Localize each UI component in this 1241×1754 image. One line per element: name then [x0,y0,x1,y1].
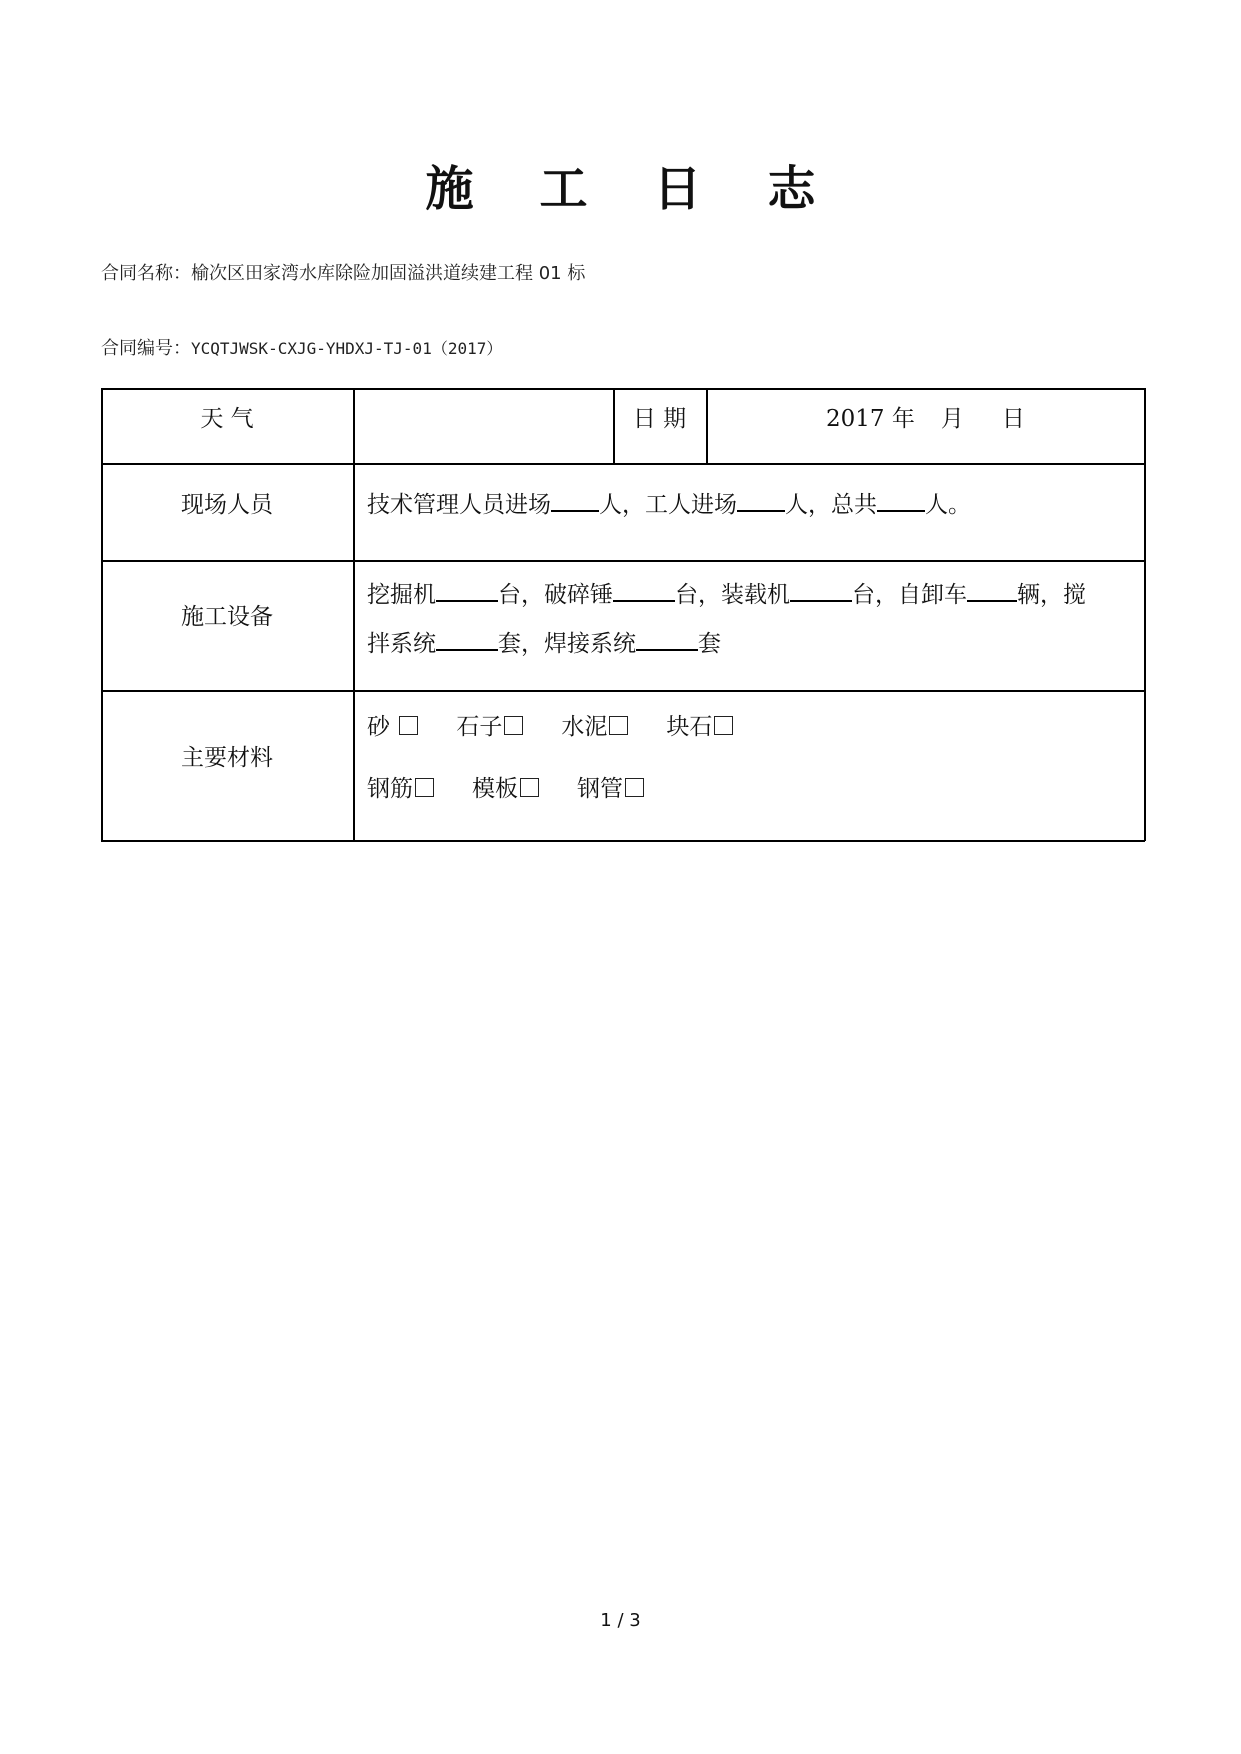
equipment-text-part: 辆，搅 [1017,582,1086,608]
material-option-label: 石子 [456,714,503,740]
contract-number-label: 合同编号： [101,338,191,359]
equipment-text-part: 拌系统 [367,631,436,657]
equipment-text-part: 台，自卸车 [852,582,967,608]
blank-field[interactable] [737,492,785,512]
checkbox-icon[interactable] [415,778,434,797]
materials-label: 主要材料 [181,745,273,771]
checkbox-icon[interactable] [399,716,418,735]
title-char: 工 [539,161,588,217]
blank-field[interactable] [613,582,675,602]
blank-field[interactable] [967,582,1017,602]
material-option[interactable] [367,770,434,803]
equipment-label: 施工设备 [181,604,273,630]
checkbox-icon[interactable] [609,716,628,735]
table-rule [101,463,1145,465]
table-rule [101,560,1145,562]
contract-name: 榆次区田家湾水库除险加固溢洪道续建工程 01 标 [191,263,586,284]
title-char: 志 [767,161,816,217]
blank-field[interactable] [877,492,925,512]
equipment-text-part: 挖掘机 [367,582,436,608]
equipment-text-part: 套 [698,631,721,657]
equipment-text-part: 套，焊接系统 [498,631,636,657]
material-option[interactable] [456,708,523,741]
materials-row-1 [367,708,771,741]
title-char: 施 [425,161,474,217]
checkbox-icon[interactable] [714,716,733,735]
equipment-text-part: 台，装载机 [675,582,790,608]
date-day: 日 [1001,406,1025,432]
material-option[interactable] [577,770,644,803]
contract-number-line [101,334,502,360]
material-option-label: 模板 [472,776,518,802]
material-option[interactable] [472,770,539,803]
contract-name-line [101,259,585,285]
table-border-top [101,388,1145,390]
material-option-label: 块石 [666,714,713,740]
weather-label: 天 气 [200,406,254,432]
materials-row-2 [367,770,682,803]
blank-field[interactable] [636,631,698,651]
checkbox-icon[interactable] [625,778,644,797]
blank-field[interactable] [551,492,599,512]
personnel-text-part: 人。 [925,492,971,518]
date-label: 日 期 [632,406,687,432]
equipment-line-2 [367,625,721,658]
date-month: 月 [940,406,964,432]
material-option[interactable] [561,708,628,741]
checkbox-icon[interactable] [520,778,539,797]
date-year: 2017 年 [826,406,915,432]
blank-field[interactable] [436,582,498,602]
personnel-text-part: 人，总共 [785,492,877,518]
title-char: 日 [653,161,702,217]
page-number: 1 / 3 [600,1610,641,1631]
table-border-bottom [101,840,1145,842]
equipment-text-part: 台，破碎锤 [498,582,613,608]
table-rule [101,690,1145,692]
personnel-label: 现场人员 [181,492,273,518]
contract-name-label: 合同名称： [101,263,191,284]
table-border-right [1144,388,1146,841]
checkbox-icon[interactable] [504,716,523,735]
page-title [0,150,1241,219]
material-option-label: 钢管 [577,776,623,802]
material-option[interactable] [367,708,418,741]
material-option-label: 水泥 [561,714,608,740]
personnel-text-part: 技术管理人员进场 [367,492,551,518]
contract-number: YCQTJWSK-CXJG-YHDXJ-TJ-01（2017） [191,339,503,358]
personnel-text [367,486,971,519]
material-option-label: 砂 [367,714,398,740]
personnel-text-part: 人，工人进场 [599,492,737,518]
date-value [826,400,1025,433]
material-option-label: 钢筋 [367,776,413,802]
table-rule [706,388,708,464]
table-rule [353,388,355,841]
material-option[interactable] [666,708,733,741]
blank-field[interactable] [790,582,852,602]
equipment-line-1 [367,576,1086,609]
blank-field[interactable] [436,631,498,651]
